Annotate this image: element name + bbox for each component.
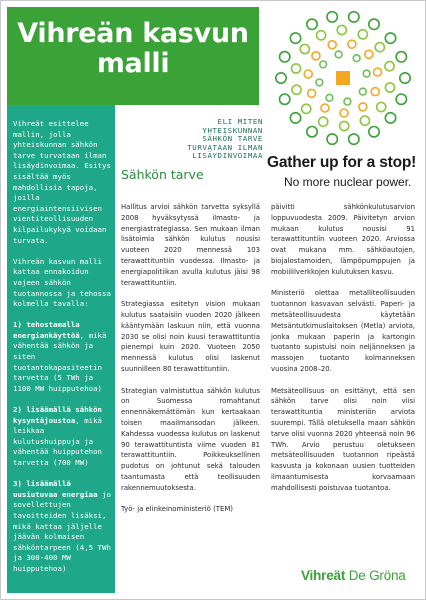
subtitle-line: TURVATAAN ILMAN (187, 142, 263, 152)
paragraph: Ministeriö olettaa metalliteollisuuden tuotannon kasvavan selvästi. Paperi- ja metsäteollisuudesta käytetään Metsäntutkimuslaitoksen (Metla) arviota, jonka mukaan paperin ja kartongin tuotanto supistuisi noin neljänneksen ja massojen tuotanto kolmanneksen vuosina 2008–20. (271, 289, 415, 373)
logo-dot (369, 127, 379, 137)
logo-dot (307, 127, 317, 137)
logo-dot (304, 70, 312, 78)
logo-dot (349, 12, 359, 22)
logo-dot (385, 83, 394, 92)
sidebar-item-1-bold: 1) tehostamalla energiankäyttöä (13, 320, 80, 340)
sidebar-item-2-text: , mikä leikkaa kulutushuippuja ja vähentää huipputehon tarvetta (700 MW) (13, 415, 102, 467)
subtitle-line: LISÄYDINVOIMAA (192, 151, 263, 161)
section-title: Sähkön tarve (121, 167, 204, 182)
page-title (15, 19, 251, 79)
logo-center-square (336, 71, 350, 85)
paragraph: Strategian valmistuttua sähkön kulutus on Suomessa romahtanut ennennäkemättömän kun kertaakaan toisen maailmansodan jälkeen. Kahdessa vuodessa kulutus on laskenut 90 terawattituntista viime vuoden 81 terawattituntiin. Poikkeuksellinen pudotus on johtunut sekä talouden taantumasta että teollisuuden rakennemuutoksesta. (121, 386, 260, 492)
campaign-tagline: No more nuclear power. (284, 175, 412, 189)
logo-dot (291, 64, 300, 73)
logo-dot (359, 88, 366, 95)
sidebar-lead: Vihreän kasvun malli kattaa ennakoidun vajeen sähkön tuotannossa ja tehossa kolmella tavalla: (13, 256, 111, 309)
sidebar-item-3 (13, 479, 111, 574)
paragraph: päivitti sähkönkulutusarvion loppuvuodesta 2009. Päivitetyn arvion mukaan kulutus nousisi 91 terawattituntiin vuoteen 2020. Arviossa ovat mukana mm. sähköautojen, biojalostamoiden, lämpöpumppujen ja mobiililverkkojen kulutuksen kasvu. (271, 203, 415, 276)
logo-dot (396, 94, 406, 104)
logo-dot (369, 19, 379, 29)
subtitle-line: SÄHKÖN TARVE (202, 134, 263, 144)
subtitle (151, 118, 263, 161)
logo-dot (340, 109, 348, 117)
logo-dot (276, 73, 286, 83)
logo-dot (360, 116, 369, 125)
logo-dot (385, 33, 395, 43)
party-logo-name: Vihreät (301, 568, 346, 583)
logo-dot (290, 33, 300, 43)
logo-dot (340, 121, 349, 130)
article-column-1 (121, 202, 260, 526)
logo-dot (358, 30, 367, 39)
logo-dot (337, 25, 346, 34)
campaign-slogan: Gather up for a stop! (267, 154, 417, 171)
logo-dot (400, 73, 410, 83)
sidebar-item-2-bold: 2) lisäämällä sähkön kysyntäjoustoa (13, 405, 102, 425)
atom-dots-icon (267, 9, 419, 147)
logo-dot (348, 40, 356, 48)
logo-dot (328, 41, 336, 49)
logo-dot (280, 94, 290, 104)
logo-dot (371, 88, 379, 96)
logo-dot (327, 12, 337, 22)
paragraph: Metsäteollisuus on esittänyt, että sen sähkön tarve olisi noin viisi terawattituntia ministeriön arviota suurempi. Tällä oletuksella maan sähkön tarve olisi vuonna 2020 yhteensä noin 96 TWh. Arvio perustuu oletukseen metsäteollisuuden tuotannon ripeästä kasvusta ja kokonaan uusien tuotteiden ilmaantumisesta korvaamaan mahdollisesti poistuvaa tuotantoa. (271, 386, 415, 492)
logo-dot (363, 70, 370, 77)
logo-dot (292, 85, 301, 94)
logo-dot (307, 19, 317, 29)
logo-dot (317, 31, 326, 40)
sidebar-item-1 (13, 320, 111, 394)
logo-dot (280, 52, 290, 62)
logo-dot (385, 62, 394, 71)
party-logo (301, 568, 421, 583)
paragraph: Työ- ja elinkeinoministeriö (TEM) (121, 505, 233, 514)
logo-dot (327, 134, 337, 144)
atom-dots-logo (267, 9, 419, 147)
logo-dot (312, 52, 320, 60)
sidebar-item-2 (13, 405, 111, 469)
logo-dot (326, 94, 333, 101)
subtitle-line: ELI MITEN (217, 117, 263, 126)
logo-dot (320, 61, 327, 68)
logo-dot (385, 113, 395, 123)
logo-dot (308, 89, 316, 97)
sidebar-intro: Vihreät esittelee mallin, jolla yhteiskunnan sähkön tarve turvataan ilman lisäydinvoimaa. Esitys sisältää myös mahdollisia tapoja, joilla energiaintensiivisen vientiteollisuuden kilpailukykyä voidaan turvata. (13, 119, 111, 245)
page-title-line-2: malli (96, 48, 170, 79)
article-column-2 (271, 202, 415, 504)
party-logo-name-swedish: De Gröna (348, 568, 406, 583)
logo-dot (375, 43, 384, 52)
sidebar-item-3-bold: 3) lisäämällä uusiutuvaa energiaa (13, 479, 98, 499)
logo-dot (349, 134, 359, 144)
logo-dot (300, 44, 309, 53)
logo-dot (365, 50, 373, 58)
sidebar-item-3-text: jo sovellettujen tavoitteiden lisäksi, mikä kattaa jäljelle jäävän kolmaisen sähköntarpeen (4,5 TWh ja 300-400 MW huipputehoa) (13, 489, 111, 573)
logo-dot (359, 103, 367, 111)
logo-dot (344, 98, 351, 105)
logo-dot (377, 102, 386, 111)
logo-dot (374, 68, 382, 76)
subtitle-line: YHTEISKUNNAN (202, 125, 263, 135)
page-title-line-1: Vihreän kasvun (17, 18, 249, 49)
logo-dot (396, 52, 406, 62)
paragraph: Strategiassa esitetyn vision mukaan kulutus saataisiin vuoden 2020 jälkeen kääntymään laskuun niin, että vuonna 2030 se olisi noin kuusi terawattituntia pienempi kuin 2020. Vuoteen 2050 mennessä kulutus olisi laskenut suunnilleen 80 terawattituntiin. (121, 300, 260, 373)
paragraph: Hallitus arvioi sähkön tarvetta syksyllä 2008 hyväksytyssä ilmasto- ja energiastrategiassa. Sen mukaan ilman lisätoimia sähkön kulutus nousisi vuoteen 2020 mennessä 103 terawattituntiin vuodessa. Ilmasto- ja energiapolitiikan avulla kulutus jäisi 98 terawattituntiin. (121, 203, 260, 287)
logo-dot (290, 113, 300, 123)
sidebar-item-1-text: , mikä vähentää sähkön ja siten tuotantokapasiteetin tarvetta (5 TWh ja 1100 MW huipputehoa) (13, 330, 107, 393)
logo-dot (316, 79, 323, 86)
logo-dot (319, 117, 328, 126)
logo-dot (302, 104, 311, 113)
logo-dot (335, 51, 342, 58)
sidebar-text (13, 119, 111, 585)
logo-dot (353, 55, 360, 62)
logo-dot (321, 104, 329, 112)
